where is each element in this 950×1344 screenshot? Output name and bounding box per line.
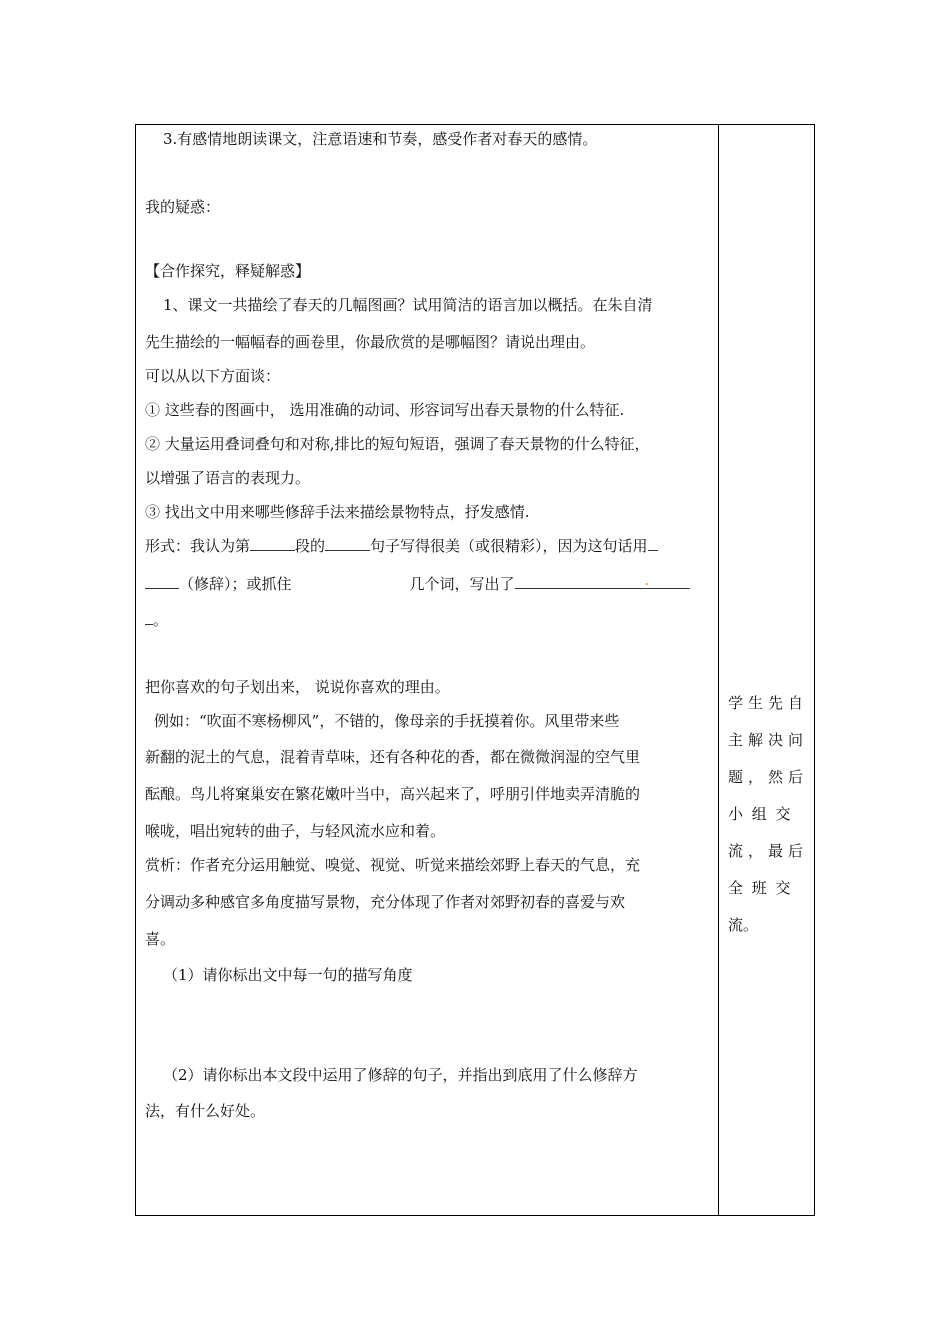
text-fragment: 几个词，写出了 — [409, 575, 515, 593]
side-text-line: 学生先自 — [728, 694, 809, 712]
fill-blank-line — [145, 610, 168, 630]
text-fragment: 。 — [153, 611, 169, 629]
side-text-line: 流，最后 — [728, 842, 809, 860]
side-text-line: 流。 — [728, 916, 759, 934]
text-line: 喉咙，唱出宛转的曲子，与轻风流水应和着。 — [145, 822, 446, 840]
text-fragment: 段的 — [295, 537, 326, 555]
side-text-line: 主解决问 — [728, 731, 809, 749]
column-divider — [718, 125, 719, 1215]
text-fragment: 句子写得很美（或很精彩），因为这句话用 — [370, 537, 648, 555]
fill-blank-line — [145, 536, 658, 556]
text-line: 喜。 — [145, 930, 176, 948]
text-line: 以增强了语言的表现力。 — [145, 469, 311, 487]
blank[interactable] — [325, 536, 370, 551]
text-fragment: （修辞）；或抓住 — [179, 575, 292, 593]
section-heading: 【合作探究，释疑解惑】 — [145, 262, 311, 280]
question-1: （1）请你标出文中每一句的描写角度 — [163, 966, 413, 984]
blank[interactable] — [145, 610, 153, 625]
side-text-line: 题，然后 — [728, 768, 809, 786]
text-line: 我的疑惑： — [145, 198, 221, 216]
text-line: 酝酿。鸟儿将窠巢安在繁花嫩叶当中，高兴起来了，呼朋引伴地卖弄清脆的 — [145, 785, 641, 803]
text-line: 把你喜欢的句子划出来， 说说你喜欢的理由。 — [145, 678, 450, 696]
blank[interactable] — [648, 536, 658, 551]
text-line: 赏析：作者充分运用触觉、嗅觉、视觉、听觉来描绘郊野上春天的气息，充 — [145, 856, 641, 874]
side-text-line: 小 组 交 — [728, 805, 793, 823]
blank[interactable] — [515, 571, 670, 589]
text-line: 分调动多种感官多角度描写景物，充分体现了作者对郊野初春的喜爱与欢 — [145, 893, 626, 911]
text-line: 1、课文一共描绘了春天的几幅图画？试用简洁的语言加以概括。在朱自清 — [163, 296, 653, 314]
blank[interactable] — [250, 536, 295, 551]
text-line: ① 这些春的图画中， 选用准确的动词、形容词写出春天景物的什么特征. — [145, 401, 625, 419]
text-line: 3.有感情地朗读课文，注意语速和节奏，感受作者对春天的感情。 — [163, 130, 598, 148]
text-line: ② 大量运用叠词叠句和对称,排比的短句短语，强调了春天景物的什么特征， — [145, 435, 650, 453]
question-2: （2）请你标出本文段中运用了修辞的句子，并指出到底用了什么修辞方 — [163, 1066, 638, 1084]
lesson-table — [135, 124, 815, 1216]
text-line: 法，有什么好处。 — [145, 1102, 266, 1120]
text-line: 新翻的泥土的气息，混着青草味，还有各种花的香，都在微微润湿的空气里 — [145, 748, 641, 766]
text-fragment: 形式：我认为第 — [145, 537, 251, 555]
side-text-line: 全 班 交 — [728, 879, 793, 897]
fill-blank-line — [145, 571, 690, 594]
text-line: ③ 找出文中用来哪些修辞手法来描绘景物特点，抒发感情. — [145, 503, 530, 521]
text-line: 先生描绘的一幅幅春的画卷里，你最欣赏的是哪幅图？请说出理由。 — [145, 333, 596, 351]
blank[interactable] — [670, 574, 690, 589]
text-line: 例如：“吹面不寒杨柳风”，不错的，像母亲的手抚摸着你。风里带来些 — [154, 712, 620, 730]
blank[interactable] — [145, 574, 179, 589]
text-line: 可以从以下方面谈： — [145, 367, 281, 385]
mark: . — [644, 571, 650, 589]
